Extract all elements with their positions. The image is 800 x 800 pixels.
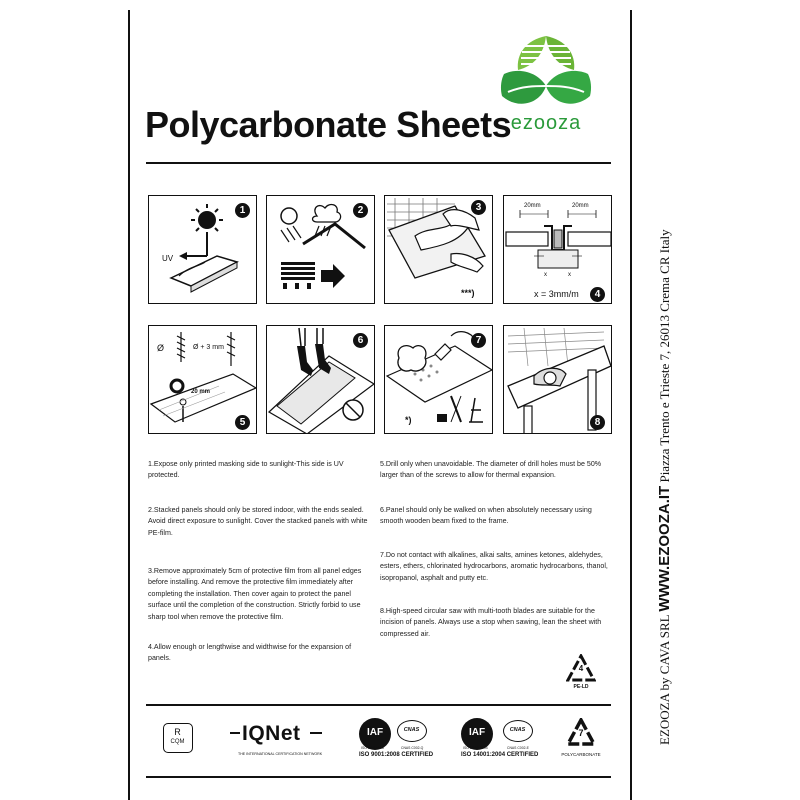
- iaf-text: IAF: [366, 727, 384, 738]
- panel-3-number: 3: [471, 200, 486, 215]
- company-name: EZOOZA by CAVA SRL: [657, 614, 672, 745]
- drill-diameter-label: Ø + 3 mm: [193, 344, 224, 351]
- website-link[interactable]: WWW.EZOOZA.IT: [656, 485, 673, 612]
- instruction-5: 5.Drill only when unavoidable. The diameter of drill holes must be 50% larger than of the screws to allow for thermal expansion.: [380, 460, 602, 480]
- cnas-text: CNAS: [509, 727, 526, 733]
- footer-bottom-rule: [146, 776, 611, 778]
- expansion-formula: x = 3mm/m: [534, 289, 579, 299]
- panel-2-storage: [266, 195, 375, 304]
- instruction-2: 2.Stacked panels should only be stored indoor, with the ends sealed. Avoid direct exposure to sunlight. Cover the stacked panels with white PE-film.: [148, 506, 368, 537]
- x-marker-right: x: [568, 272, 571, 278]
- right-border-line: [630, 10, 632, 800]
- x-marker-left: x: [544, 272, 547, 278]
- cnas-badge: [503, 720, 533, 742]
- instruction-3: 3.Remove approximately 5cm of protective film from all panel edges before installing. And remove the protective film immediately after completing the installation. Then cover again to protect the panel surface until the completion of the construction. Strictly forbid to use sharp tool when remove the protective film.: [148, 567, 362, 621]
- iqnet-name: IQNet: [242, 722, 301, 745]
- iso9001-code-a: ISO 9001:2008: [361, 746, 384, 750]
- panel-3-remove-film: [384, 195, 493, 304]
- panel-1-uv-side: [148, 195, 257, 304]
- iso9001-label: ISO 9001:2008 CERTIFIED: [359, 752, 434, 758]
- instruction-4: 4.Allow enough or lengthwise and widthwise for the expansion of panels.: [148, 643, 352, 663]
- panel-7-number: 7: [471, 333, 486, 348]
- company-address: Piazza Trento e Trieste 7, 26013 Crema CR Italy: [657, 229, 672, 483]
- iso9001-code-b: CNAS C002-Q: [401, 746, 424, 750]
- page-title: Polycarbonate Sheets: [145, 104, 512, 145]
- panel-2-number: 2: [353, 203, 368, 218]
- panel-4-expansion: [503, 195, 612, 304]
- iso14001-code-a: ISO 14001:2004: [463, 746, 488, 750]
- recycle-pc-number: 7: [578, 728, 584, 738]
- recycle-pe-number: 4: [578, 664, 584, 673]
- iso14001-code-b: CNAS C002-E: [507, 746, 529, 750]
- dim-right: 20mm: [572, 203, 589, 209]
- edge-distance-label: 20 mm: [191, 389, 211, 395]
- panel-1-number: 1: [235, 203, 250, 218]
- left-border-line: [128, 10, 130, 800]
- company-address-vertical: [656, 145, 673, 745]
- cnas-text: CNAS: [403, 727, 420, 733]
- brand-name: ezooza: [510, 112, 582, 134]
- iaf-text: IAF: [468, 727, 486, 738]
- instruction-6: 6.Panel should only be walked on when absolutely necessary using smooth wooden beam fixed to the frame.: [380, 506, 592, 526]
- panel-8-cutting: [503, 325, 612, 434]
- panel-8-number: 8: [590, 415, 605, 430]
- footer-top-rule: [146, 704, 611, 706]
- panel-3-note: ***): [461, 288, 475, 298]
- panel-4-number: 4: [590, 287, 605, 302]
- iso9001-cert: [357, 716, 437, 760]
- rcqm-logo: [163, 723, 193, 753]
- instruction-8: 8.High-speed circular saw with multi-tooth blades are suitable for the incision of panels. Always use a stop when sawing, lean the sheet with compressed air.: [380, 607, 602, 638]
- panel-7-chemicals: [384, 325, 493, 434]
- cnas-badge: [397, 720, 427, 742]
- instruction-7: 7.Do not contact with alkalines, alkai salts, amines ketones, aldehydes, esters, ethers, chlorinated hydrocarbons, aromatic hydrocarbons, thanol, isopropanol, asphalt and putty etc.: [380, 551, 608, 582]
- panel-6-number: 6: [353, 333, 368, 348]
- iqnet-tagline: THE INTERNATIONAL CERTIFICATION NETWORK: [238, 752, 323, 756]
- panel-7-note: *): [405, 415, 412, 425]
- instruction-1: 1.Expose only printed masking side to sunlight-This side is UV protected.: [148, 460, 344, 480]
- dim-left: 20mm: [524, 203, 541, 209]
- title-rule: [146, 162, 611, 164]
- panel-5-number: 5: [235, 415, 250, 430]
- rcqm-r: R: [174, 727, 181, 737]
- panel-5-drilling: [148, 325, 257, 434]
- recycle-pc-label: POLYCARBONATE: [561, 752, 601, 757]
- panel-6-walking: [266, 325, 375, 434]
- iqnet-logo: [228, 722, 324, 758]
- uv-label: UV: [162, 254, 174, 263]
- rcqm-label: CQM: [170, 739, 185, 745]
- recycle-pe-label: PE-LD: [573, 684, 589, 690]
- screw-diameter-label: Ø: [157, 343, 165, 353]
- iso14001-cert: [459, 716, 543, 760]
- iso14001-label: ISO 14001:2004 CERTIFIED: [461, 752, 539, 758]
